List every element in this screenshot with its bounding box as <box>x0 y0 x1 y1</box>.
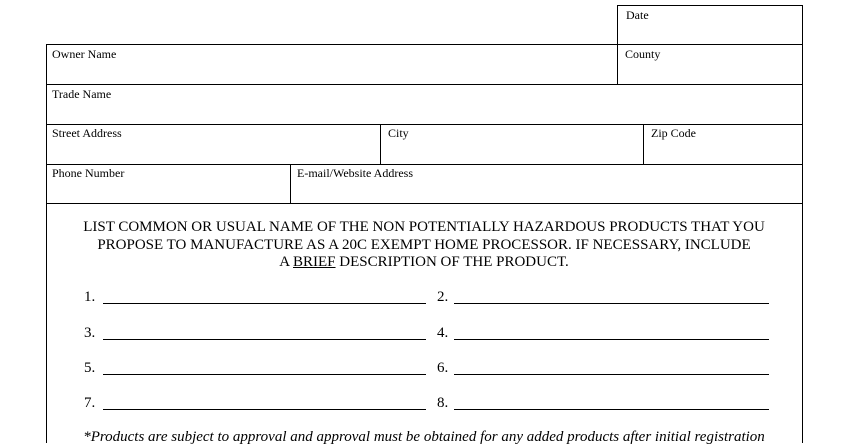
product-entry-3[interactable] <box>84 325 426 347</box>
product-line <box>103 409 426 410</box>
product-entry-1[interactable] <box>84 289 426 311</box>
product-entry-7[interactable] <box>84 395 426 417</box>
instructions-line-2: PROPOSE TO MANUFACTURE AS A 20C EXEMPT HOME PROCESSOR. IF NECESSARY, INCLUDE <box>97 236 751 253</box>
product-entry-2[interactable] <box>437 289 769 311</box>
trade-name-label: Trade Name <box>52 87 112 101</box>
trade-name-field[interactable] <box>47 85 802 124</box>
row-line-5 <box>46 203 803 204</box>
product-number: 4. <box>437 325 449 341</box>
date-box-right <box>802 5 803 45</box>
product-line <box>454 303 769 304</box>
product-number: 8. <box>437 395 449 411</box>
product-number: 1. <box>84 289 96 305</box>
product-line <box>454 409 769 410</box>
product-instructions <box>46 219 802 272</box>
product-entry-4[interactable] <box>437 325 769 347</box>
product-line <box>103 374 426 375</box>
instructions-line-3-prefix: A <box>279 254 294 270</box>
product-entry-8[interactable] <box>437 395 769 417</box>
instructions-line-1: LIST COMMON OR USUAL NAME OF THE NON POTENTIALLY HAZARDOUS PRODUCTS THAT YOU <box>83 219 765 235</box>
brief-emphasis: BRIEF <box>293 254 336 270</box>
city-field[interactable] <box>381 125 643 164</box>
form-right-border <box>802 44 803 443</box>
instructions-line-3 <box>46 254 802 272</box>
county-field[interactable] <box>618 45 802 84</box>
product-line <box>454 339 769 340</box>
street-address-field[interactable] <box>47 125 380 164</box>
email-website-label: E-mail/Website Address <box>297 166 414 180</box>
product-line <box>103 303 426 304</box>
email-website-field[interactable] <box>291 165 802 203</box>
owner-name-label: Owner Name <box>52 47 117 61</box>
approval-footnote: *Products are subject to approval and approval must be obtained for any added products after initial registration <box>83 429 765 445</box>
phone-number-field[interactable] <box>47 165 290 203</box>
product-number: 6. <box>437 360 449 376</box>
instructions-line-3-suffix: DESCRIPTION OF THE PRODUCT. <box>335 254 569 270</box>
product-number: 3. <box>84 325 96 341</box>
product-line <box>103 339 426 340</box>
county-label: County <box>625 47 661 61</box>
product-number: 5. <box>84 360 96 376</box>
product-number: 7. <box>84 395 96 411</box>
product-entry-5[interactable] <box>84 360 426 382</box>
product-number: 2. <box>437 289 449 305</box>
product-line <box>454 374 769 375</box>
date-field[interactable] <box>618 6 802 44</box>
owner-name-field[interactable] <box>47 45 617 84</box>
phone-number-label: Phone Number <box>52 166 125 180</box>
zip-code-field[interactable] <box>644 125 802 164</box>
city-label: City <box>388 126 409 140</box>
zip-code-label: Zip Code <box>651 126 696 140</box>
date-label: Date <box>626 8 649 22</box>
street-address-label: Street Address <box>52 126 122 140</box>
product-entry-6[interactable] <box>437 360 769 382</box>
